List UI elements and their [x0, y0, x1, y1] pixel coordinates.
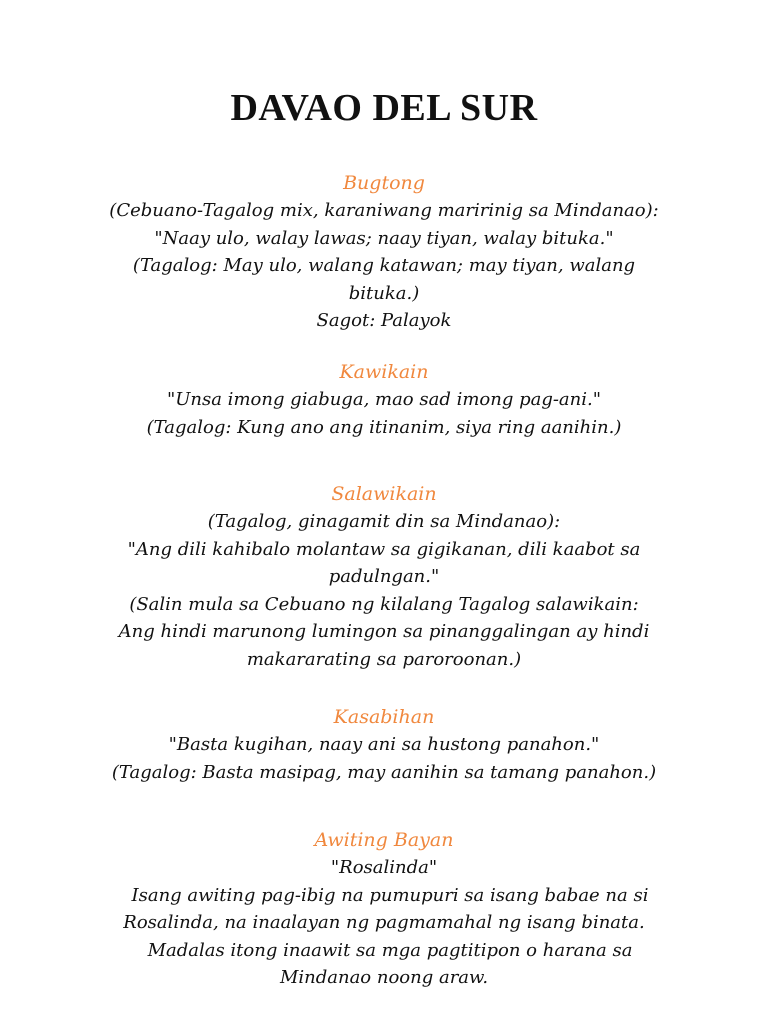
section-line: Sagot: Palayok [316, 310, 452, 332]
section-line: "Naay ulo, walay lawas; naay tiyan, walay bituka." [154, 227, 614, 249]
section-line: Madalas itong inaawit sa mga pagtitipon o harana sa [147, 939, 633, 961]
section-line: (Salin mula sa Cebuano ng kilalang Tagalog salawikain: [129, 593, 639, 615]
section-line: (Tagalog: Kung ano ang itinanim, siya ring aanihin.) [146, 416, 622, 438]
section-line: "Rosalinda" [330, 857, 438, 878]
section-line: "Unsa imong giabuga, mao sad imong pag-ani." [166, 389, 602, 410]
section-kawikain [40, 358, 728, 441]
section-line: (Tagalog, ginagamit din sa Mindanao): [207, 511, 561, 532]
section-line: Ang hindi marunong lumingon sa pinanggalingan ay hindi [118, 621, 650, 643]
section-line: makararating sa paroroonan.) [246, 648, 522, 670]
section-line: Rosalinda, na inaalayan ng pagmamahal ng isang binata. [123, 912, 645, 934]
section-line: padulngan." [328, 566, 440, 588]
section-line: "Basta kugihan, naay ani sa hustong panahon." [168, 734, 600, 755]
section-line: (Tagalog: May ulo, walang katawan; may tiyan, walang [132, 255, 636, 277]
section-line: (Cebuano-Tagalog mix, karaniwang maririnig sa Mindanao): [109, 200, 659, 221]
page-title: DAVAO DEL SUR [230, 87, 538, 129]
section-kasabihan [40, 703, 728, 786]
section-heading: Bugtong [343, 172, 425, 194]
section-heading: Kasabihan [333, 706, 435, 728]
section-heading: Awiting Bayan [314, 829, 454, 851]
section-line: "Ang dili kahibalo molantaw sa gigikanan, dili kaabot sa [127, 538, 641, 560]
section-line: Mindanao noong araw. [279, 967, 489, 989]
section-bugtong [40, 169, 728, 335]
section-heading: Salawikain [331, 483, 437, 505]
section-line: bituka.) [348, 282, 420, 304]
section-awiting-bayan [40, 826, 728, 992]
section-line: Isang awiting pag-ibig na pumupuri sa isang babae na si [131, 884, 649, 906]
section-line: (Tagalog: Basta masipag, may aanihin sa tamang panahon.) [111, 761, 657, 783]
section-salawikain [40, 480, 728, 674]
section-heading: Kawikain [339, 361, 429, 383]
